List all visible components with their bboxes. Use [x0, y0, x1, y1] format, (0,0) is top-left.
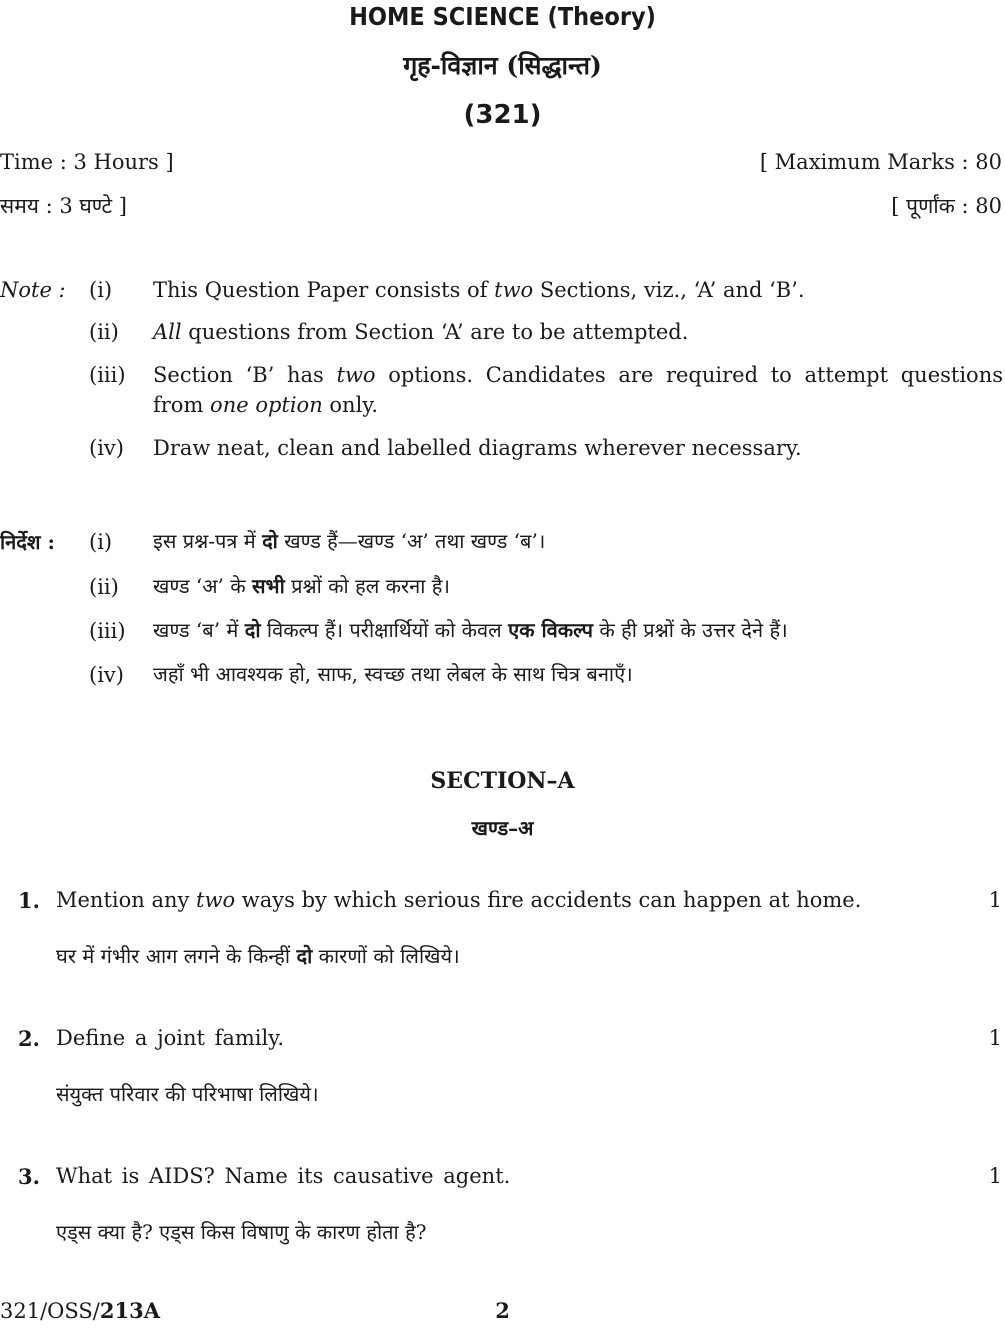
note-item-hindi: खण्ड ‘अ’ के सभी प्रश्नों को हल करना है। — [153, 574, 450, 598]
note-number: (ii) — [89, 320, 119, 344]
note-number: (iv) — [89, 436, 124, 460]
note-number: (i) — [89, 278, 113, 302]
note-label-hindi: निर्देश : — [0, 530, 55, 554]
note-number: (iv) — [89, 663, 124, 687]
question-number: 2. — [18, 1026, 40, 1051]
paper-code: (321) — [463, 100, 542, 130]
note-number: (iii) — [89, 619, 126, 643]
note-item: Draw neat, clean and labelled diagrams wherever necessary. — [153, 436, 802, 460]
question-text-hindi: एड्स क्या है? एड्स किस विषाणु के कारण होता है? — [56, 1220, 427, 1244]
time-hindi: समय : 3 घण्टे ] — [0, 194, 128, 218]
paper-title-hindi: गृह-विज्ञान (सिद्धान्त) — [403, 51, 602, 80]
question-marks: 1 — [988, 1026, 1002, 1050]
note-item: Section ‘B’ has two options. Candidates are required to attempt questions — [153, 363, 1004, 387]
max-marks-english: [ Maximum Marks : 80 — [759, 150, 1002, 174]
question-text-hindi: संयुक्त परिवार की परिभाषा लिखिये। — [56, 1082, 319, 1106]
note-item: All questions from Section ‘A’ are to be attempted. — [153, 320, 689, 344]
question-number: 3. — [18, 1164, 40, 1189]
page-number: 2 — [495, 1298, 510, 1323]
note-number: (ii) — [89, 575, 119, 599]
note-item-hindi: इस प्रश्न-पत्र में दो खण्ड हैं—खण्ड ‘अ’ तथा खण्ड ‘ब’। — [153, 529, 546, 553]
max-marks-hindi: [ पूर्णांक : 80 — [891, 194, 1002, 218]
question-marks: 1 — [988, 888, 1002, 912]
footer-paper-code: 321/OSS/213A — [0, 1298, 160, 1323]
note-label: Note : — [0, 278, 66, 302]
note-number: (i) — [89, 530, 113, 554]
note-item-hindi: जहाँ भी आवश्यक हो, साफ, स्वच्छ तथा लेबल के साथ चित्र बनाएँ। — [153, 662, 633, 686]
paper-title-english: HOME SCIENCE (Theory) — [349, 2, 656, 31]
section-title-hindi: खण्ड–अ — [471, 816, 534, 840]
question-number: 1. — [18, 888, 40, 913]
question-text-english: Mention any two ways by which serious fire accidents can happen at home. — [56, 888, 862, 912]
note-number: (iii) — [89, 363, 126, 387]
question-text-english: What is AIDS? Name its causative agent. — [56, 1164, 511, 1188]
time-english: Time : 3 Hours ] — [0, 150, 174, 174]
note-item: This Question Paper consists of two Sections, viz., ‘A’ and ‘B’. — [153, 278, 805, 302]
question-text-hindi: घर में गंभीर आग लगने के किन्हीं दो कारणों को लिखिये। — [56, 944, 460, 968]
section-title-english: SECTION–A — [430, 768, 575, 794]
question-text-english: Define a joint family. — [56, 1026, 284, 1050]
note-item-continued: from one option only. — [153, 393, 379, 417]
note-item-hindi: खण्ड ‘ब’ में दो विकल्प हैं। परीक्षार्थियों को केवल एक विकल्प के ही प्रश्नों के उत्तर देने हैं। — [153, 618, 788, 642]
question-marks: 1 — [988, 1164, 1002, 1188]
